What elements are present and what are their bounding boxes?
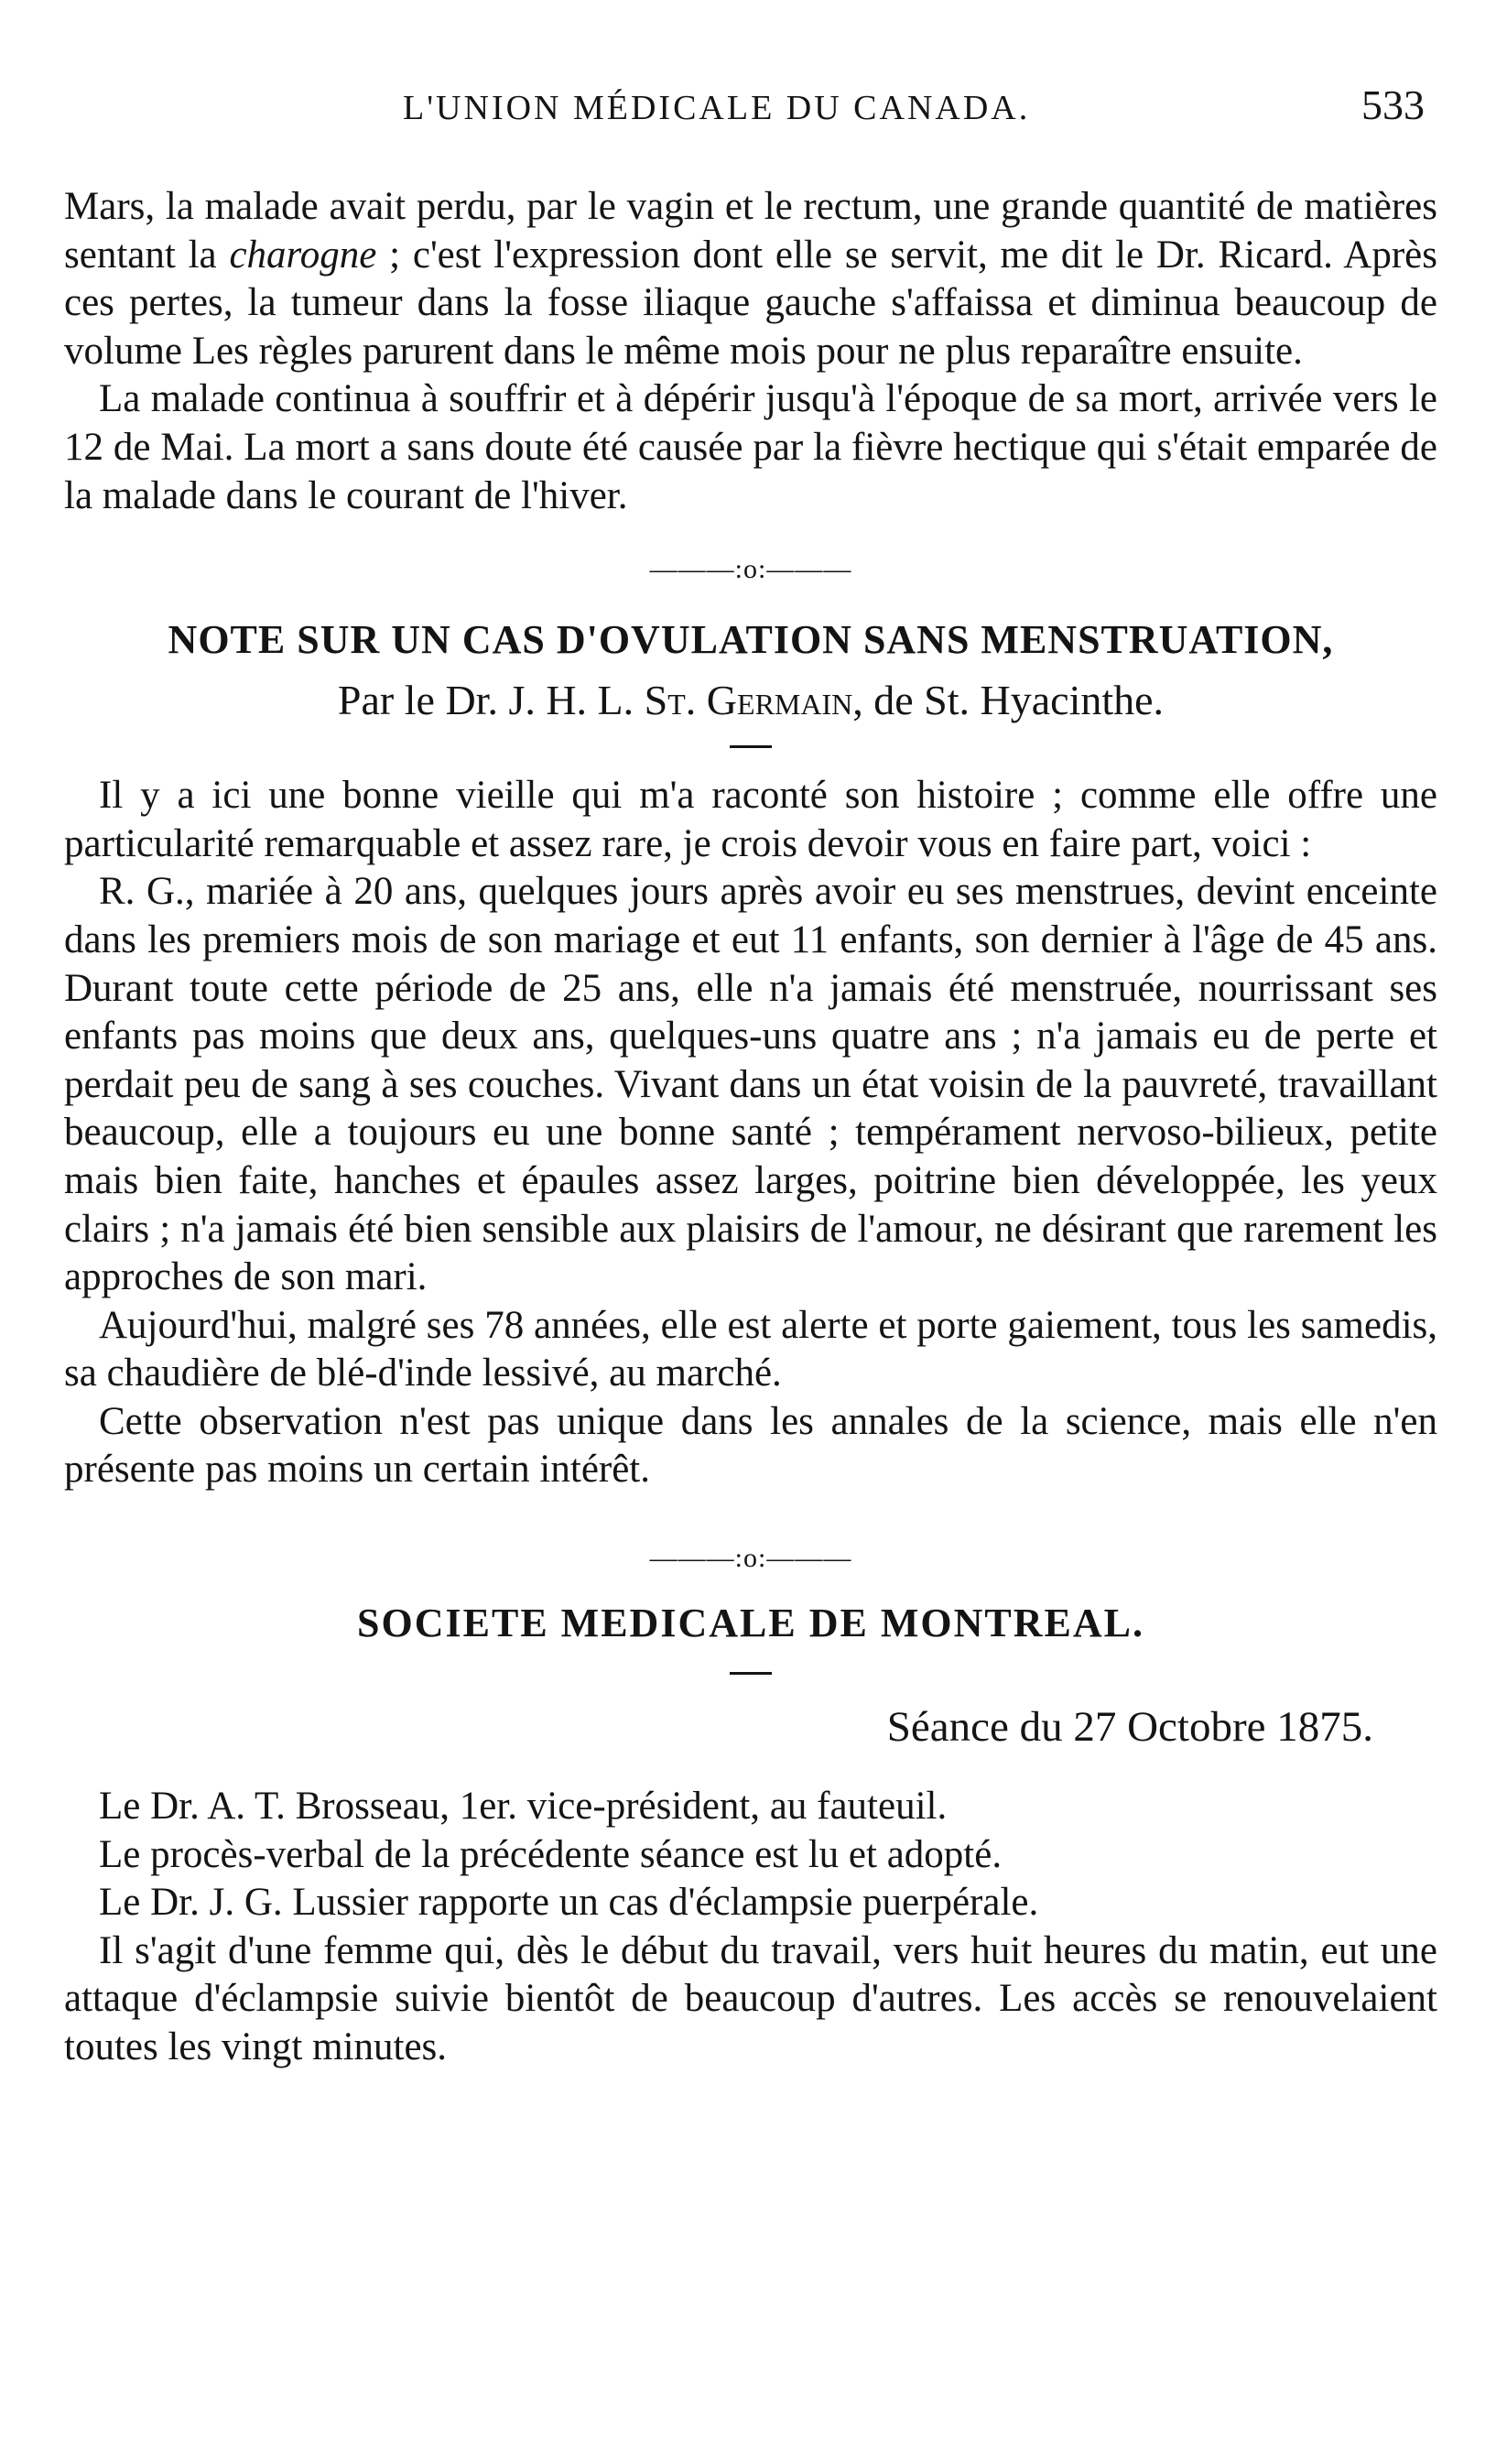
session-date: Séance du 27 Octobre 1875. bbox=[886, 1703, 1373, 1752]
society-paragraph-1: Le Dr. A. T. Brosseau, 1er. vice-président, au fauteuil. bbox=[99, 1785, 948, 1829]
running-head bbox=[64, 81, 1437, 136]
byline-author-name: St. Germain bbox=[644, 677, 853, 724]
note-title: NOTE SUR UN CAS D'OVULATION SANS MENSTRUATION, bbox=[168, 617, 1334, 663]
society-title: SOCIETE MEDICALE DE MONTREAL. bbox=[357, 1601, 1144, 1646]
continuation-text-start: Mars, la malade avait perdu, par le vagin et le rectum, une grande quantité de matières sentant la bbox=[64, 185, 1437, 277]
page-number: 533 bbox=[1361, 81, 1425, 128]
note-paragraph-2: R. G., mariée à 20 ans, quelques jours après avoir eu ses menstrues, devint enceinte dans les premiers mois de son mariage et eut 11 enfants, son dernier à l'âge de 45 ans. Durant toute cette période de 25 ans, elle n'a jamais été menstruée, nourrissant ses enfants pas moins que deux ans, quelques-uns quatre ans ; n'a jamais eu de perte et perdait peu de sang à ses couches. Vivant dans un état voisin de la pauvreté, travaillant beaucoup, elle a toujours eu une bonne santé ; tempérament nervoso-bilieux, petite mais bien faite, hanches et épaules assez larges, poitrine bien développée, les yeux clairs ; n'a jamais été bien sensible aux plaisirs de l'amour, ne désirant que rarement les approches de son mari. bbox=[64, 870, 1437, 1299]
note-paragraph-3: Aujourd'hui, malgré ses 78 années, elle est alerte et porte gaiement, tous les samedis, sa chaudière de blé-d'inde lessivé, au marché. bbox=[64, 1303, 1437, 1395]
note-paragraph-4: Cette observation n'est pas unique dans les annales de la science, mais elle n'en présente pas moins un certain intérêt. bbox=[64, 1399, 1437, 1492]
continuation-paragraph-2: La malade continua à souffrir et à dépérir jusqu'à l'époque de sa mort, arrivée vers le 12 de Mai. La mort a sans doute été causée par la fièvre hectique qui s'était emparée de la malade dans le courant de l'hiver. bbox=[64, 377, 1437, 517]
society-paragraph-4: Il s'agit d'une femme qui, dès le début du travail, vers huit heures du matin, eut une attaque d'éclampsie suivie bientôt de beaucoup d'autres. Les accès se renouvelaient toutes les vingt minutes. bbox=[64, 1928, 1437, 2069]
italic-term: charogne bbox=[229, 233, 377, 277]
short-rule bbox=[730, 745, 772, 748]
continuation-text-end: ; c'est l'expression dont elle se servit, me dit le Dr. Ricard. Après ces pertes, la tumeur dans la fosse iliaque gauche s'affaissa et diminua beaucoup de volume Les règles parurent dans le même mois pour ne plus reparaître ensuite. bbox=[64, 233, 1437, 373]
short-rule bbox=[730, 1672, 772, 1675]
section-separator: ———:o:——— bbox=[649, 554, 852, 585]
note-byline bbox=[64, 672, 1437, 729]
body-text bbox=[64, 183, 1437, 2072]
journal-page bbox=[64, 0, 1437, 2464]
note-paragraph-1: Il y a ici une bonne vieille qui m'a raconté son histoire ; comme elle offre une particularité remarquable et assez rare, je crois devoir vous en faire part, voici : bbox=[64, 774, 1437, 865]
byline-prefix: Par le Dr. J. H. L. bbox=[337, 677, 645, 724]
running-title: L'UNION MÉDICALE DU CANADA. bbox=[403, 89, 1031, 127]
society-paragraph-3: Le Dr. J. G. Lussier rapporte un cas d'éclampsie puerpérale. bbox=[99, 1881, 1039, 1925]
continuation-paragraph-1 bbox=[64, 183, 1437, 375]
society-paragraph-2: Le procès-verbal de la précédente séance est lu et adopté. bbox=[99, 1832, 1003, 1876]
section-separator: ———:o:——— bbox=[649, 1543, 852, 1574]
byline-suffix: , de St. Hyacinthe. bbox=[852, 677, 1165, 724]
